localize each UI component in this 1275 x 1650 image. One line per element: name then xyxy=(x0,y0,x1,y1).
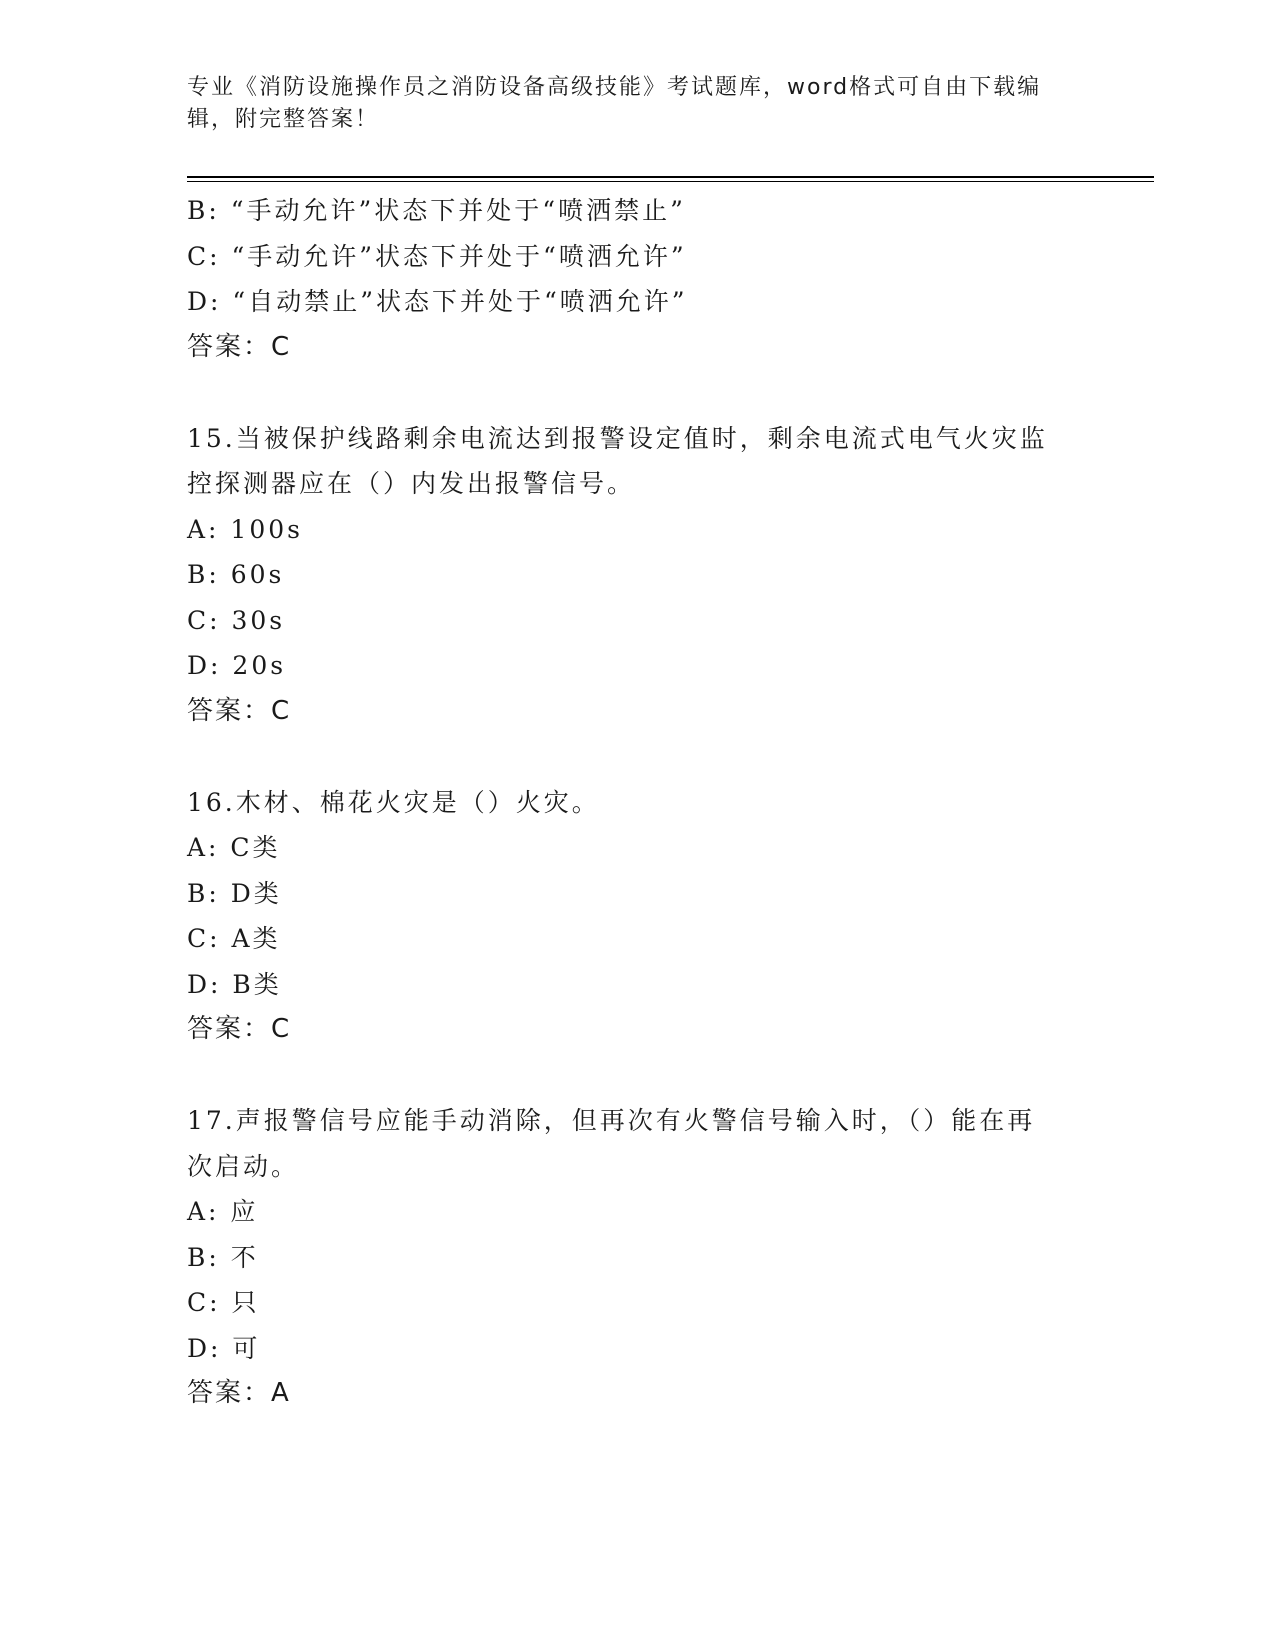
option-c: C: 只 xyxy=(187,1288,260,1317)
option-d: D: 20s xyxy=(187,651,287,680)
question-content xyxy=(187,188,1087,1417)
option-a: A: 应 xyxy=(187,1197,259,1226)
option-a: A: 100s xyxy=(187,514,303,544)
option-c: C: A类 xyxy=(187,924,281,953)
spacer xyxy=(187,370,1087,416)
answer: 答案：C xyxy=(187,1014,292,1044)
header-divider-thick xyxy=(187,176,1154,178)
header-divider-thin xyxy=(187,181,1154,182)
option-d: D: B类 xyxy=(187,969,282,999)
question-15 xyxy=(187,416,1087,735)
option-c: C: 30s xyxy=(187,605,286,635)
option-c: C: “手动允许”状态下并处于“喷洒允许” xyxy=(187,241,687,271)
question-16 xyxy=(187,780,1087,1053)
question-text-line-1: 15.当被保护线路剩余电流达到报警设定值时，剩余电流式电气火灾监 xyxy=(187,423,1048,453)
question-text-line-2: 控探测器应在（）内发出报警信号。 xyxy=(187,469,636,498)
spacer xyxy=(187,1053,1087,1099)
option-d: D: 可 xyxy=(187,1333,261,1363)
question-17 xyxy=(187,1098,1087,1417)
option-a: A: C类 xyxy=(187,833,281,862)
option-b: B: 不 xyxy=(187,1242,259,1272)
answer: 答案：C xyxy=(187,695,292,726)
question-14-tail xyxy=(187,188,1087,370)
answer: 答案：A xyxy=(187,1378,291,1408)
question-text-line-1: 17.声报警信号应能手动消除，但再次有火警信号输入时，（）能在再 xyxy=(187,1106,1036,1135)
header-line-2: 辑，附完整答案！ xyxy=(187,107,380,132)
spacer xyxy=(187,734,1087,780)
answer: 答案：C xyxy=(187,331,292,362)
document-header xyxy=(187,72,1067,136)
option-b: B: “手动允许”状态下并处于“喷洒禁止” xyxy=(187,196,686,225)
option-b: B: 60s xyxy=(187,560,285,589)
question-text-line-1: 16.木材、棉花火灾是（）火灾。 xyxy=(187,787,600,817)
header-line-1: 专业《消防设施操作员之消防设备高级技能》考试题库，word格式可自由下载编 xyxy=(187,75,1042,100)
option-d: D: “自动禁止”状态下并处于“喷洒允许” xyxy=(187,287,688,316)
option-b: B: D类 xyxy=(187,878,282,908)
question-text-line-2: 次启动。 xyxy=(187,1151,300,1181)
